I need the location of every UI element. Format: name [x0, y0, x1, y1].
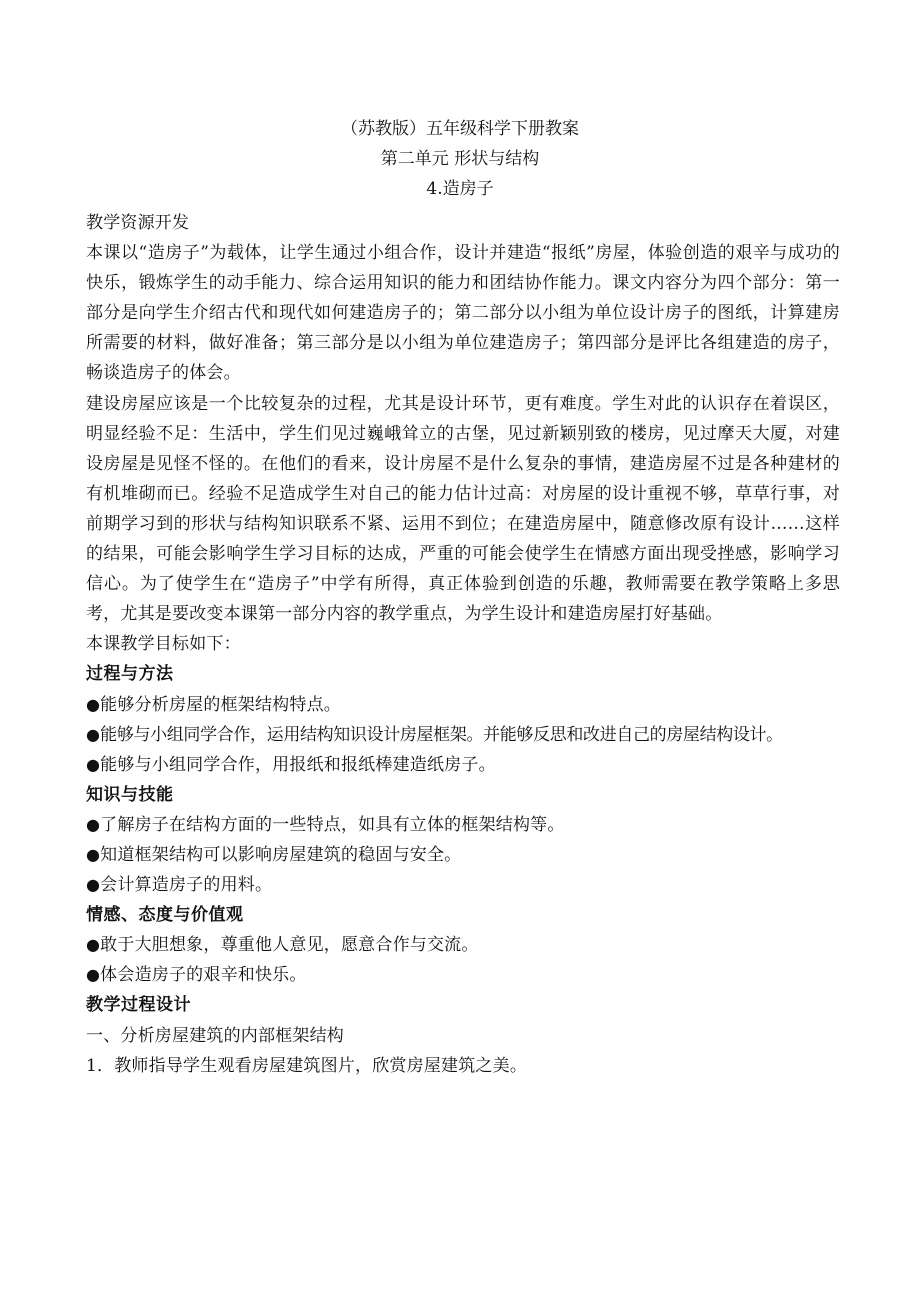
knowledge-item-text: 知道框架结构可以影响房屋建筑的稳固与安全。: [100, 844, 462, 865]
bullet-icon: ●: [86, 935, 101, 955]
document-body: [86, 208, 840, 1081]
knowledge-item-text: 会计算造房子的用料。: [100, 875, 273, 896]
process-item: [86, 720, 840, 750]
process-heading: 过程与方法: [86, 664, 174, 685]
emotion-item: [86, 960, 840, 990]
document-title-line-3: 4.造房子: [426, 179, 494, 199]
process-item: [86, 690, 840, 720]
section-resource-label: 教学资源开发: [86, 213, 190, 233]
emotion-item: [86, 930, 840, 960]
bullet-icon: ●: [86, 694, 101, 714]
emotion-item-text: 敢于大胆想象，尊重他人意见，愿意合作与交流。: [100, 935, 479, 956]
process-item-text: 能够与小组同学合作，运用结构知识设计房屋框架。并能够反思和改进自己的房屋结构设计。: [100, 724, 783, 745]
paragraph-1: 本课以“造房子”为载体，让学生通过小组合作，设计并建造“报纸”房屋，体验创造的艰辛与成功的快乐，锻炼学生的动手能力、综合运用知识的能力和团结协作能力。课文内容分为四个部分：第一部分是向学生介绍古代和现代如何建造房子的；第二部分以小组为单位设计房子的图纸，计算建房所需要的材料，做好准备；第三部分是以小组为单位建造房子；第四部分是评比各组建造的房子，畅谈造房子的体会。: [86, 243, 840, 384]
document-title-line-1: （苏教版）五年级科学下册教案: [341, 119, 579, 139]
step-1-heading: 一、分析房屋建筑的内部框架结构: [86, 1025, 344, 1046]
bullet-icon: ●: [86, 844, 101, 864]
process-item-text: 能够与小组同学合作，用报纸和报纸棒建造纸房子。: [100, 754, 496, 775]
knowledge-item: [86, 840, 840, 870]
emotion-item-text: 体会造房子的艰辛和快乐。: [100, 965, 307, 986]
bullet-icon: ●: [86, 875, 101, 895]
document-title: [0, 114, 920, 204]
bullet-icon: ●: [86, 965, 101, 985]
knowledge-item-text: 了解房子在结构方面的一些特点，如具有立体的框架结构等。: [100, 814, 565, 835]
knowledge-heading: 知识与技能: [86, 784, 174, 805]
bullet-icon: ●: [86, 754, 101, 774]
design-heading: 教学过程设计: [86, 995, 191, 1016]
knowledge-item: [86, 870, 840, 900]
paragraph-2: 建设房屋应该是一个比较复杂的过程，尤其是设计环节，更有难度。学生对此的认识存在着误区，明显经验不足：生活中，学生们见过巍峨耸立的古堡，见过新颖别致的楼房，见过摩天大厦，对建设房屋是见怪不怪的。在他们的看来，设计房屋不是什么复杂的事情，建造房屋不过是各种建材的有机堆砌而已。经验不足造成学生对自己的能力估计过高：对房屋的设计重视不够，草草行事，对前期学习到的形状与结构知识联系不紧、运用不到位；在建造房屋中，随意修改原有设计……这样的结果，可能会影响学生学习目标的达成，严重的可能会使学生在情感方面出现受挫感，影响学习信心。为了使学生在“造房子”中学有所得，真正体验到创造的乐趣，教师需要在教学策略上多思考，尤其是要改变本课第一部分内容的教学重点，为学生设计和建造房屋打好基础。: [86, 393, 840, 625]
bullet-icon: ●: [86, 814, 101, 834]
process-item-text: 能够分析房屋的框架结构特点。: [100, 694, 341, 715]
knowledge-item: [86, 810, 840, 840]
goals-intro: 本课教学目标如下：: [86, 634, 241, 655]
emotion-heading: 情感、态度与价值观: [86, 905, 244, 926]
bullet-icon: ●: [86, 724, 101, 744]
step-1-item-1: 1．教师指导学生观看房屋建筑图片，欣赏房屋建筑之美。: [86, 1055, 528, 1076]
process-item: [86, 750, 840, 780]
document-title-line-2: 第二单元 形状与结构: [380, 149, 540, 169]
